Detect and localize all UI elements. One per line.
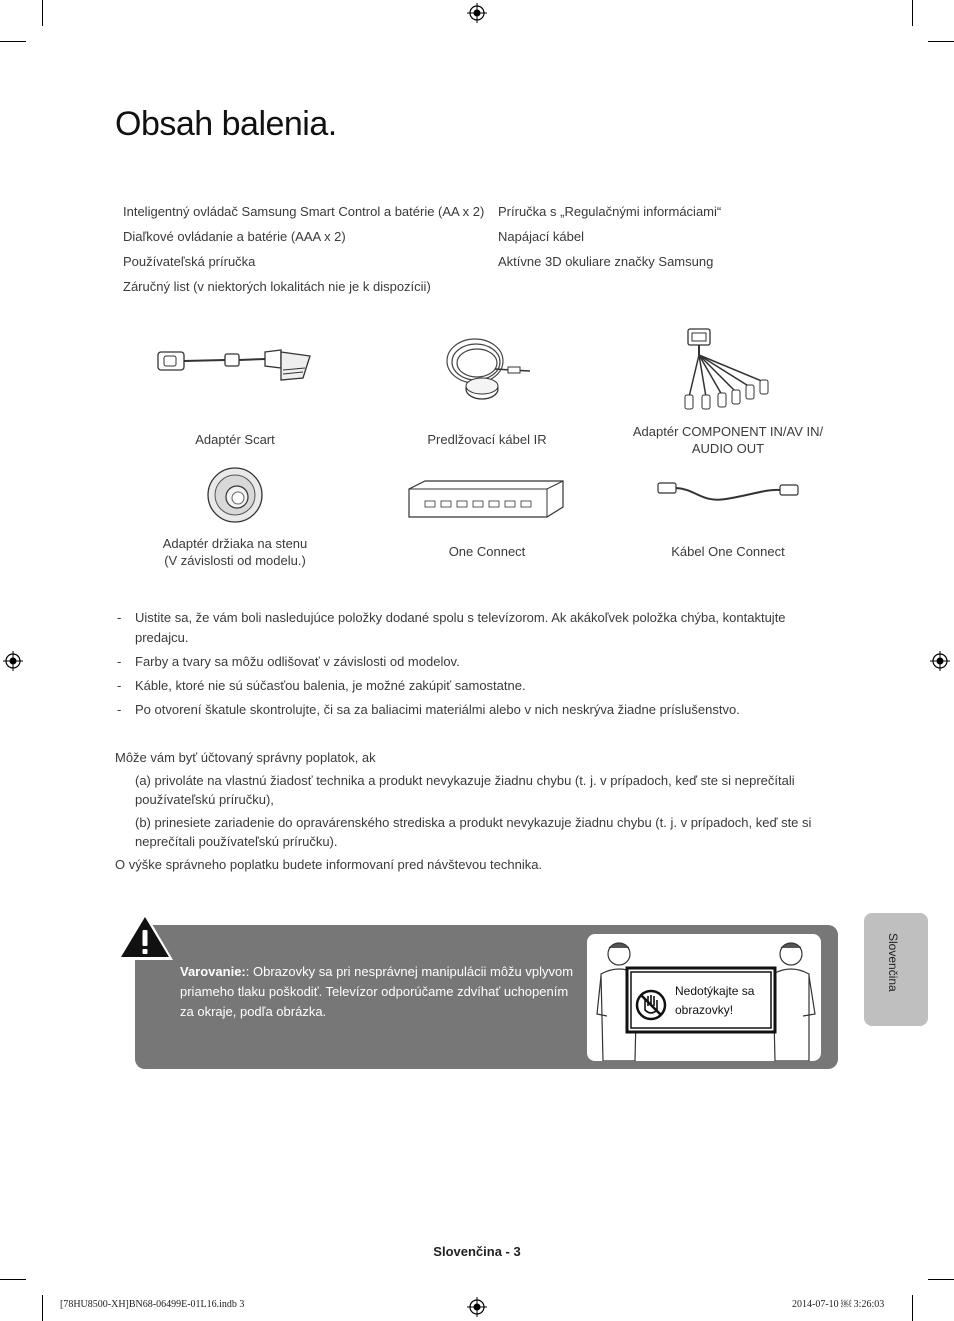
accessory-caption	[135, 431, 335, 448]
warning-triangle-icon	[115, 910, 175, 962]
accessory-caption	[618, 423, 838, 457]
caption-line: Adaptér Scart	[195, 432, 275, 447]
language-tab	[864, 913, 928, 1026]
crop-mark	[928, 1279, 954, 1280]
list-item: Príručka s „Regulačnými informáciami“	[498, 204, 722, 219]
one-connect-box-icon	[405, 477, 567, 522]
crop-mark	[0, 1279, 26, 1280]
crop-mark	[912, 1295, 913, 1321]
list-item: - Uistite sa, že vám boli nasledujúce položky dodané spolu s televízorom. Ak akákoľvek položka chýba, kontaktujte predajcu.	[117, 610, 786, 645]
registration-mark-icon	[467, 1297, 487, 1317]
list-item: - Káble, ktoré nie sú súčasťou balenia, je možné zakúpiť samostatne.	[117, 678, 526, 693]
crop-mark	[42, 1295, 43, 1321]
note-text: Farby a tvary sa môžu odlišovať v závislosti od modelov.	[135, 654, 460, 669]
accessory-caption	[135, 535, 335, 569]
warning-label: Varovanie:	[180, 964, 246, 979]
page-number: Slovenčina - 3	[433, 1244, 521, 1259]
accessory-caption	[387, 431, 587, 448]
wall-mount-adapter-icon	[205, 465, 265, 525]
list-item: - Farby a tvary sa môžu odlišovať v závislosti od modelov.	[117, 654, 460, 669]
caption-line: Adaptér COMPONENT IN/AV IN/	[632, 424, 824, 439]
component-av-adapter-icon	[684, 327, 774, 413]
package-contents-left	[123, 199, 484, 299]
caption-line: (V závislosti od modelu.)	[164, 553, 306, 568]
language-tab-label: Slovenčina	[886, 933, 900, 992]
list-item: Aktívne 3D okuliare značky Samsung	[498, 254, 714, 269]
fee-item-a: (a) privoláte na vlastnú žiadosť technika a produkt nevykazuje žiadnu chybu (t. j. v prípadoch, keď ste si neprečítali používateľskú príručku),	[135, 773, 795, 807]
fee-section	[115, 748, 815, 874]
list-item: Záručný list (v niektorých lokalitách nie je k dispozícii)	[123, 279, 431, 294]
registration-mark-icon	[930, 651, 950, 671]
package-contents-right	[498, 199, 721, 274]
accessory-caption	[387, 543, 587, 560]
registration-mark-icon	[3, 651, 23, 671]
print-slug-left: [78HU8500-XH]BN68-06499E-01L16.indb 3	[60, 1299, 245, 1310]
warning-text	[180, 962, 580, 1022]
warning-body: : Obrazovky sa pri nesprávnej manipulácii môžu vplyvom priameho tlaku poškodiť. Televízor odporúčame zdvíhať uchopením za okraje, podľa obrázka.	[180, 964, 574, 1019]
list-item: Diaľkové ovládanie a batérie (AAA x 2)	[123, 229, 346, 244]
caption-line: AUDIO OUT	[691, 441, 765, 456]
crop-mark	[928, 41, 954, 42]
sign-line: Nedotýkajte sa	[675, 984, 755, 998]
scart-adapter-icon	[155, 340, 315, 390]
tv-handling-illustration	[587, 934, 821, 1061]
fee-outro: O výške správneho poplatku budete informovaní pred návštevou technika.	[115, 857, 543, 872]
caption-line: Kábel One Connect	[671, 544, 785, 559]
registration-mark-icon	[467, 3, 487, 23]
crop-mark	[0, 41, 26, 42]
list-item: Napájací kábel	[498, 229, 584, 244]
note-text: Po otvorení škatule skontrolujte, či sa za baliacimi materiálmi alebo v nich neskrýva žiadne príslušenstvo.	[135, 702, 740, 717]
ir-extender-cable-icon	[440, 333, 535, 405]
note-text: Káble, ktoré nie sú súčasťou balenia, je možné zakúpiť samostatne.	[135, 678, 526, 693]
one-connect-cable-icon	[656, 477, 802, 507]
fee-item-b: (b) prinesiete zariadenie do opravárenského strediska a produkt nevykazuje žiadnu chybu (t. j. v prípadoch, keď ste si neprečítali používateľskú príručku).	[135, 815, 812, 849]
tv-sign-text	[675, 982, 754, 1020]
accessory-caption	[628, 543, 828, 560]
caption-line: Predlžovací kábel IR	[427, 432, 547, 447]
caption-line: Adaptér držiaka na stenu	[162, 536, 308, 551]
crop-mark	[912, 0, 913, 26]
list-item: Inteligentný ovládač Samsung Smart Control a batérie (AA x 2)	[123, 204, 485, 219]
crop-mark	[42, 0, 43, 26]
notes-list	[117, 608, 817, 724]
list-item: - Po otvorení škatule skontrolujte, či sa za baliacimi materiálmi alebo v nich neskrýva žiadne príslušenstvo.	[117, 702, 740, 717]
sign-line: obrazovky!	[675, 1003, 734, 1017]
caption-line: One Connect	[448, 544, 526, 559]
page-title: Obsah balenia.	[115, 105, 337, 143]
list-item: Používateľská príručka	[123, 254, 256, 269]
note-text: Uistite sa, že vám boli nasledujúce položky dodané spolu s televízorom. Ak akákoľvek položka chýba, kontaktujte predajcu.	[135, 610, 786, 645]
print-slug-right: 2014-07-10 ￼ 3:26:03	[792, 1299, 885, 1310]
fee-intro: Môže vám byť účtovaný správny poplatok, ak	[115, 750, 376, 765]
